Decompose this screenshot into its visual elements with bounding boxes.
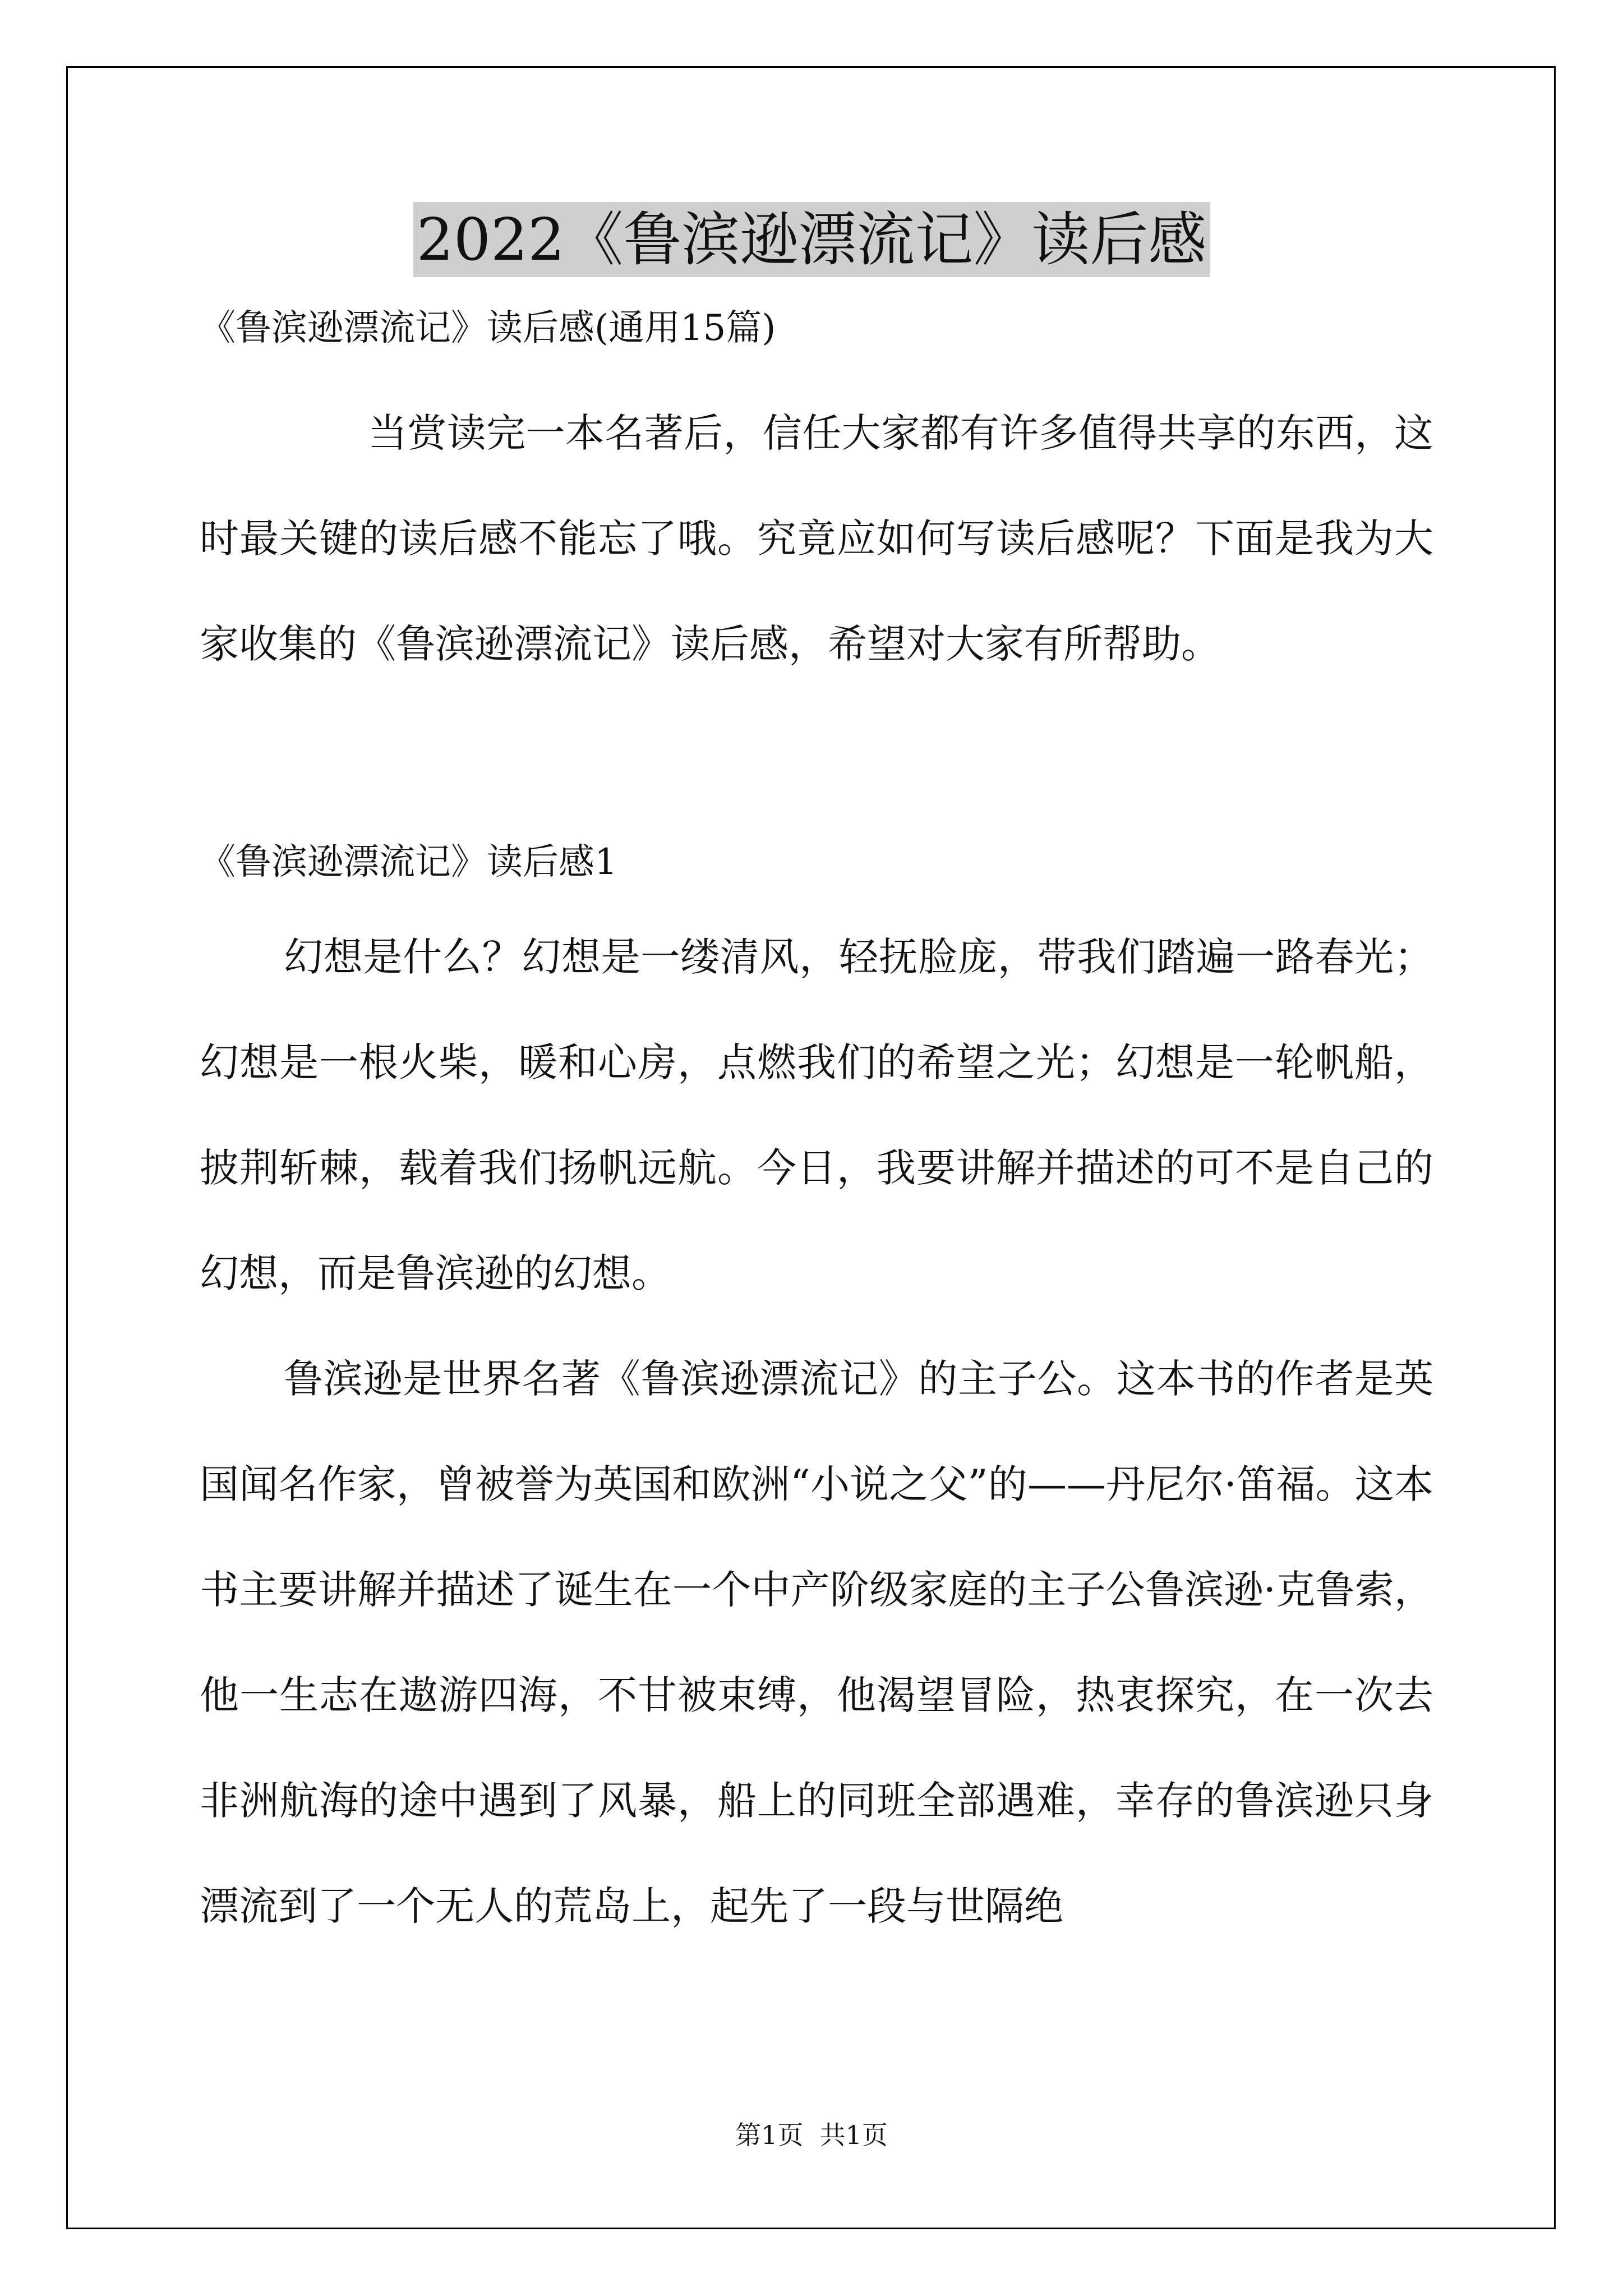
section-heading-1: 《鲁滨逊漂流记》读后感1	[200, 841, 617, 883]
document-title-wrap	[0, 202, 1623, 277]
intro-paragraph: 当赏读完一本名著后，信任大家都有许多值得共享的东西，这时最关键的读后感不能忘了哦。究竟应如何写读后感呢？下面是我为大家收集的《鲁滨逊漂流记》读后感，希望对大家有所帮助。	[200, 410, 1433, 667]
document-subtitle: 《鲁滨逊漂流记》读后感(通用15篇)	[200, 307, 776, 349]
document-title: 2022《鲁滨逊漂流记》读后感	[413, 202, 1210, 277]
section1-paragraph-2: 鲁滨逊是世界名著《鲁滨逊漂流记》的主子公。这本书的作者是英国闻名作家，曾被誉为英国和欧洲“小说之父”的——丹尼尔·笛福。这本书主要讲解并描述了诞生在一个中产阶级家庭的主子公鲁滨逊·克鲁索，他一生志在遨游四海，不甘被束缚，他渴望冒险，热衷探究，在一次去非洲航海的途中遇到了风暴，船上的同班全部遇难，幸存的鲁滨逊只身漂流到了一个无人的荒岛上，起先了一段与世隔绝	[200, 1356, 1433, 1929]
page-footer: 第1页 共1页	[735, 2120, 888, 2150]
section1-paragraph-1: 幻想是什么？幻想是一缕清风，轻抚脸庞，带我们踏遍一路春光；幻想是一根火柴，暖和心房，点燃我们的希望之光；幻想是一轮帆船，披荆斩棘，载着我们扬帆远航。今日，我要讲解并描述的可不是自己的幻想，而是鲁滨逊的幻想。	[200, 934, 1433, 1296]
document-body	[200, 303, 1433, 1959]
